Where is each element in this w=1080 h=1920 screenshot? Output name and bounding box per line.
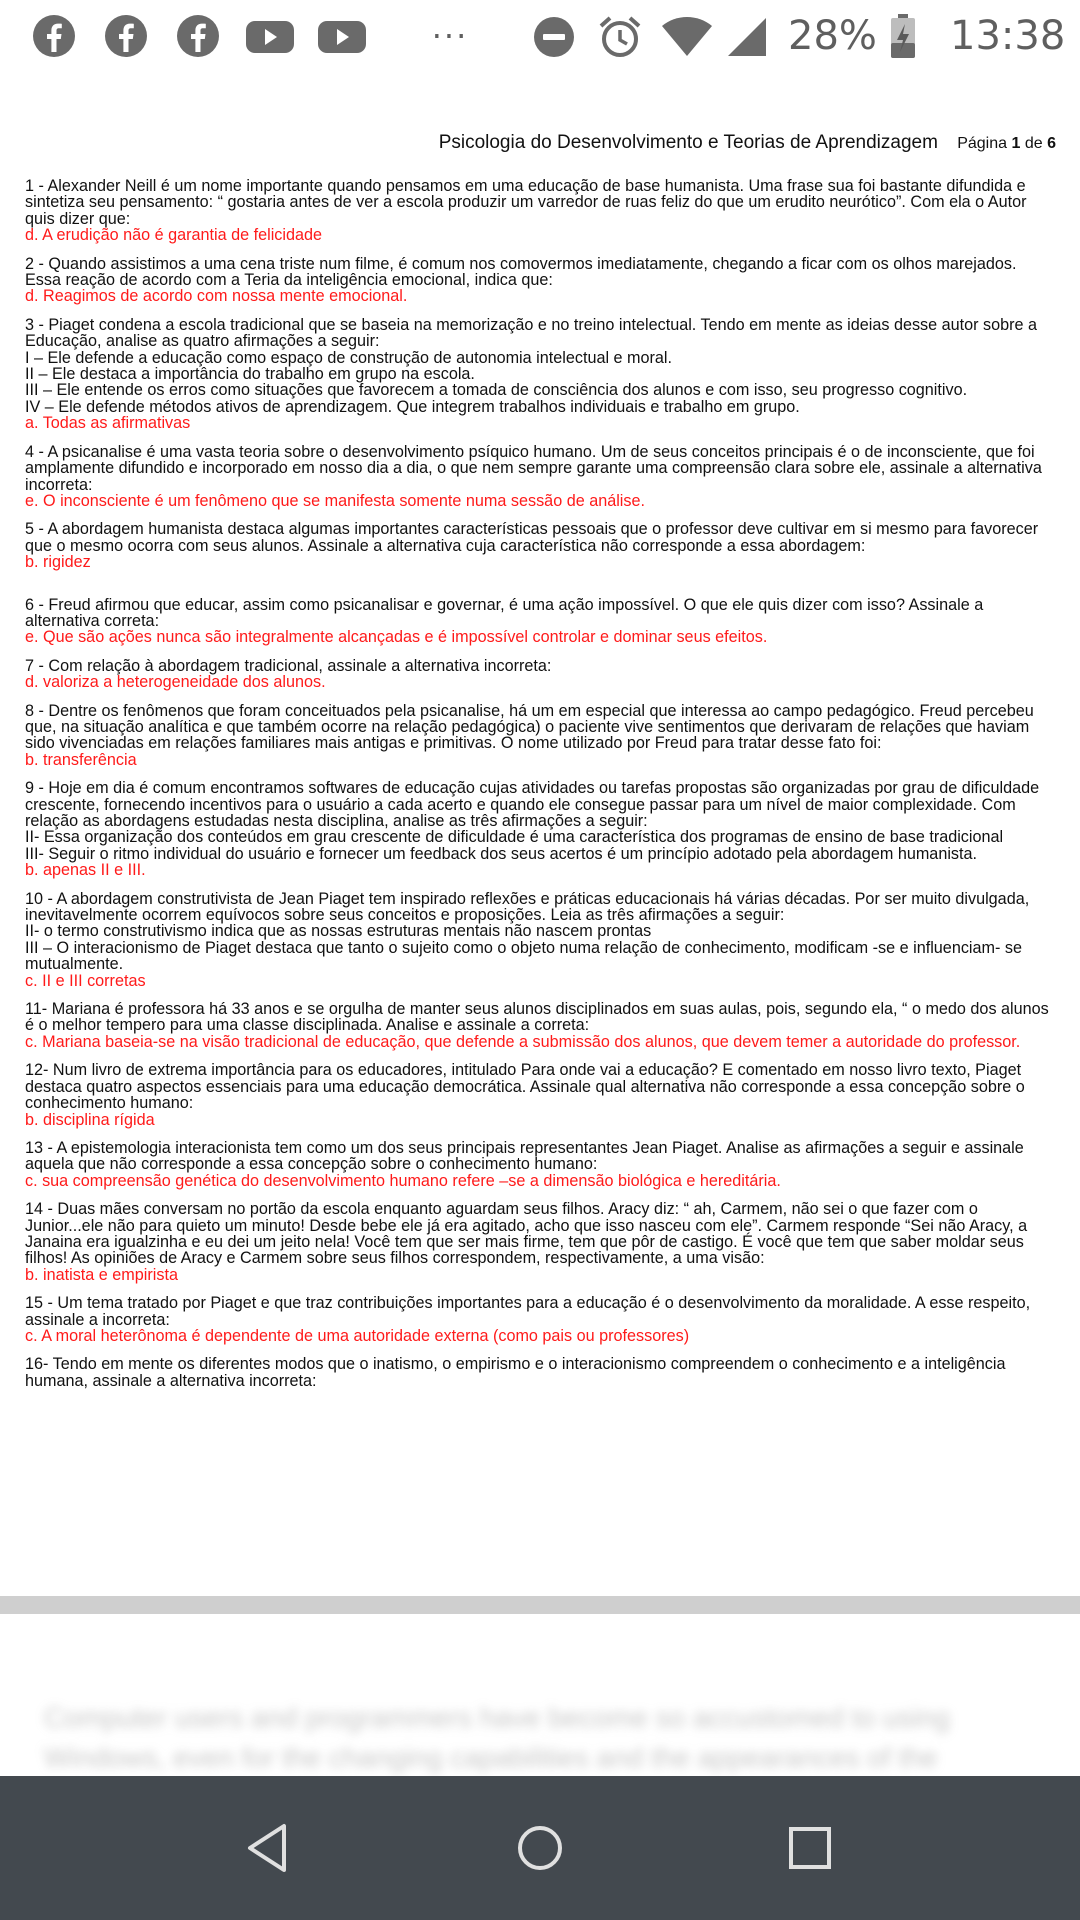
question-answer: d. Reagimos de acordo com nossa mente emocional. xyxy=(25,287,408,306)
question-statement: II – Ele destaca a importância do trabalho em grupo na escola. xyxy=(25,365,475,384)
question-statement: III – Ele entende os erros como situações que favorecem a tomada de consciência dos alunos e com isso, seu progresso cognitivo. xyxy=(25,381,968,400)
question-text: 3 - Piaget condena a escola tradicional que se baseia na memorização e no treino intelectual. Tendo em mente as ideias desse autor sobre a Educação, analise as quatro afirmações a seguir: xyxy=(25,315,1038,351)
question-statement: III – O interacionismo de Piaget destaca que tanto o sujeito como o objeto numa relação de conhecimento, modificam -se e influenciam- se mutualmente. xyxy=(25,938,1022,974)
question-text: 11- Mariana é professora há 33 anos e se orgulha de manter seus alunos disciplinados em suas aulas, pois, segundo ela, “ o medo dos alunos é o melhor tempero para uma classe disciplinada. Analise e assinale a correta: xyxy=(25,1000,1049,1035)
recents-icon[interactable] xyxy=(778,1816,842,1880)
question-block xyxy=(25,597,1055,646)
question-text: 16- Tendo em mente os diferentes modos que o inatismo, o empirismo e o interacionismo compreendem o conhecimento e a inteligência humana, assinale a alternativa incorreta: xyxy=(25,1355,1006,1390)
question-text: 12- Num livro de extrema importância para os educadores, intitulado Para onde vai a educação? E comentado em nosso livro texto, Piaget destaca quatro aspectos essenciais para uma educação democrática. Assinale qual alternativa não corresponde a essa concepção sobre o conhecimento humano: xyxy=(25,1061,1025,1113)
question-text: 4 - A psicanalise é uma vasta teoria sobre o desenvolvimento psíquico humano. Um de seus conceitos principais é o de inconsciente, que foi amplamente difundido e incorporado em nosso dia a dia, o que nem sempre garante uma compreensão clara sobre ele, assinale a alternativa incorreta: xyxy=(25,442,1042,494)
question-answer: c. Mariana baseia-se na visão tradicional de educação, que defende a submissão dos alunos, que devem temer a autoridade do professor. xyxy=(25,1032,1021,1051)
question-block xyxy=(25,1001,1055,1050)
document-title: Psicologia do Desenvolvimento e Teorias de Aprendizagem xyxy=(438,132,938,153)
question-block xyxy=(25,1201,1055,1283)
question-statement: II- o termo construtivismo indica que as nossas estruturas mentais não nascem prontas xyxy=(25,922,652,941)
alarm-icon xyxy=(596,12,644,60)
question-block xyxy=(25,891,1055,989)
question-answer: e. O inconsciente é um fenômeno que se manifesta somente numa sessão de análise. xyxy=(25,491,645,510)
question-block xyxy=(25,521,1055,570)
question-text: 1 - Alexander Neill é um nome importante quando pensamos em uma educação de base humanista. Uma frase sua foi bastante difundida e sintetiza seu pensamento: “ gostaria antes de ver a escola produzir um varredor de ruas feliz do que um erudito neurótico”. Com ela o Autor quis dizer que: xyxy=(25,177,1027,228)
question-answer: b. transferência xyxy=(25,750,137,769)
question-statement: I – Ele defende a educação como espaço de construção de autonomia intelectual e moral. xyxy=(25,348,673,367)
document-header xyxy=(439,132,1056,162)
question-answer: e. Que são ações nunca são integralmente alcançadas e é impossível controlar e dominar seus efeitos. xyxy=(25,628,768,647)
question-text: 14 - Duas mães conversam no portão da escola enquanto aguardam seus filhos. Aracy diz: “ ah, Carmem, não sei o que fazer com o Junior...ele não para quieto um minuto! Desde bebe ele já era agitado, acho que isso nasceu com ele”. Carmem responde “Sei não Aracy, a Janaina era igualzinha e eu dei um jeito nela! Você tem que ser mais firme, tem que pôr de castigo. É você que tem que saber moldar seus filhos! As opiniões de Aracy e Carmem sobre seus filhos correspondem, respectivamente, a uma visão: xyxy=(25,1200,1028,1268)
question-answer: b. disciplina rígida xyxy=(25,1110,155,1129)
navigation-bar xyxy=(0,1776,1080,1920)
document-page[interactable] xyxy=(0,72,1080,1596)
back-icon[interactable] xyxy=(238,1816,302,1880)
question-answer: b. rigidez xyxy=(25,553,91,572)
page-of: de xyxy=(1024,135,1043,152)
question-block xyxy=(25,444,1055,510)
question-answer: b. inatista e empirista xyxy=(25,1265,178,1284)
question-text: 7 - Com relação à abordagem tradicional, assinale a alternativa incorreta: xyxy=(25,656,552,675)
question-text: 9 - Hoje em dia é comum encontramos softwares de educação cujas atividades ou tarefas propostas são organizadas por grau de dificuldade crescente, fornecendo incentivos para o usuário a cada acerto e quando ele consegue passar para um nível de maior complexidade. Com relação as abordagens estudadas nesta disciplina, analise as três afirmações a seguir: xyxy=(25,779,1040,830)
question-text: 5 - A abordagem humanista destaca algumas importantes características pessoais que o professor deve cultivar em si mesmo para favorecer que o mesmo ocorra com seus alunos. Assinale a alternativa cuja característica não corresponde a essa abordagem: xyxy=(25,520,1039,555)
question-text: 13 - A epistemologia interacionista tem como um dos seus principais representantes Jean Piaget. Analise as afirmações a seguir e assinale aquela que não corresponde a essa concepção sobre o conhecimento humano: xyxy=(25,1138,1024,1174)
next-page-preview[interactable] xyxy=(4,1614,1076,1776)
clock: 13:38 xyxy=(950,13,1066,59)
facebook-icon xyxy=(174,12,222,60)
signal-icon xyxy=(726,12,770,60)
question-list xyxy=(25,178,1055,1401)
question-block xyxy=(25,658,1055,691)
question-block xyxy=(25,780,1055,878)
question-answer: c. II e III corretas xyxy=(25,971,146,990)
question-answer: b. apenas II e III. xyxy=(25,861,146,880)
page-current: 1 xyxy=(1011,135,1021,152)
question-text: 6 - Freud afirmou que educar, assim como psicanalisar e governar, é uma ação impossível. O que ele quis dizer com isso? Assinale a alternativa correta: xyxy=(25,595,984,630)
question-block xyxy=(25,317,1055,432)
question-block xyxy=(25,703,1055,769)
battery-charging-icon xyxy=(888,12,918,60)
question-text: 15 - Um tema tratado por Piaget e que traz contribuições importantes para a educação é o desenvolvimento da moralidade. A esse respeito, assinale a incorreta: xyxy=(25,1294,1031,1329)
do-not-disturb-icon xyxy=(530,12,578,60)
question-answer: c. sua compreensão genética do desenvolvimento humano refere –se a dimensão biológica e hereditária. xyxy=(25,1171,781,1190)
question-block xyxy=(25,1356,1055,1389)
youtube-icon xyxy=(316,12,368,60)
page-separator xyxy=(0,1596,1080,1614)
question-text: 2 - Quando assistimos a uma cena triste num filme, é comum nos comovermos imediatamente, chegando a ficar com os olhos marejados. Essa reação de acordo com a Teria da inteligência emocional, indica que: xyxy=(25,254,1017,290)
page-label: Página xyxy=(957,135,1008,152)
page-indicator xyxy=(957,135,1056,152)
home-icon[interactable] xyxy=(508,1816,572,1880)
question-text: 10 - A abordagem construtivista de Jean Piaget tem inspirado reflexões e práticas educacionais há várias décadas. Por ser muito divulgada, inevitavelmente ocorrem equívocos sobre seus conceitos e proposições. Leia as três afirmações a seguir: xyxy=(25,889,1030,925)
question-block xyxy=(25,1295,1055,1344)
question-answer: c. A moral heterônoma é dependente de uma autoridade externa (como pais ou professores) xyxy=(25,1326,690,1345)
page-total: 6 xyxy=(1047,135,1056,152)
battery-percent: 28% xyxy=(788,13,877,59)
question-block xyxy=(25,178,1055,244)
question-block xyxy=(25,1062,1055,1128)
question-block xyxy=(25,1140,1055,1189)
question-text: 8 - Dentre os fenômenos que foram conceituados pela psicanalise, há um em especial que interessa ao campo pedagógico. Freud percebeu que, na situação analítica e que também ocorre na relação pedagógica) o paciente vive sentimentos que derivaram de relações que haviam sido vivenciadas em relações familiares mais antigas e primitivas. O nome utilizado por Freud para tratar desse fato foi: xyxy=(25,701,1034,753)
question-answer: d. A erudição não é garantia de felicidade xyxy=(25,226,322,245)
question-statement: II- Essa organização dos conteúdos em grau crescente de dificuldade é uma característica dos programas de ensino de base tradicional xyxy=(25,828,1004,847)
question-statement: IV – Ele defende métodos ativos de aprendizagem. Que integrem trabalhos individuais e trabalho em grupo. xyxy=(25,397,800,416)
facebook-icon xyxy=(30,12,78,60)
facebook-icon xyxy=(102,12,150,60)
next-page-text: Computer users and programmers have become so accustomed to using Windows, even for the changing capabilities and the appearances of the xyxy=(44,1702,950,1773)
youtube-icon xyxy=(244,12,296,60)
wifi-icon xyxy=(660,12,714,60)
question-answer: a. Todas as afirmativas xyxy=(25,414,191,433)
question-answer: d. valoriza a heterogeneidade dos alunos. xyxy=(25,673,326,692)
status-bar xyxy=(0,0,1080,73)
question-block xyxy=(25,256,1055,305)
more-dots-icon: ··· xyxy=(431,17,469,55)
question-statement: III- Seguir o ritmo individual do usuário e fornecer um feedback dos seus acertos é um princípio adotado pela abordagem humanista. xyxy=(25,844,978,863)
